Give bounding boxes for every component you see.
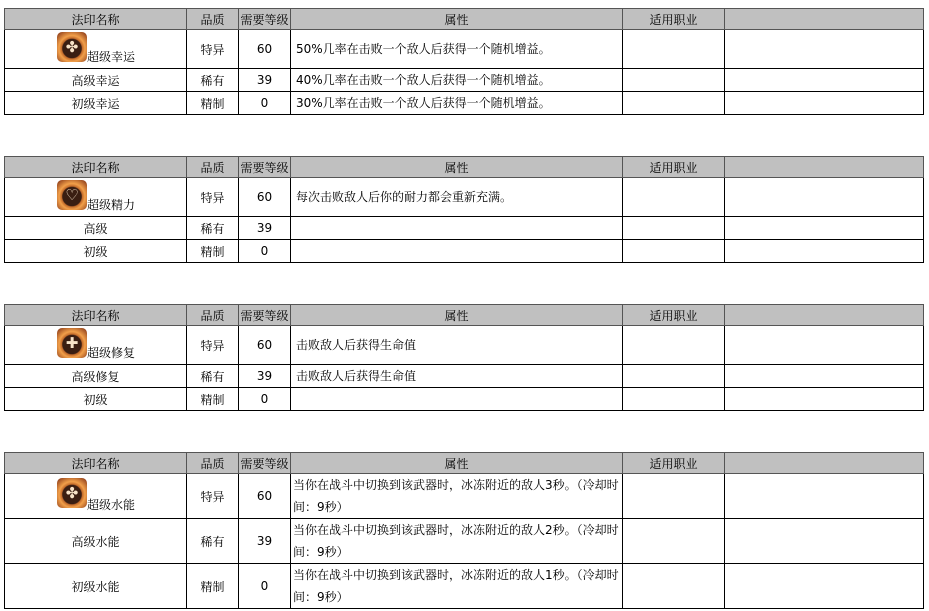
header-extra bbox=[725, 305, 924, 326]
sigil-attribute: 50%几率在击败一个敌人后获得一个随机增益。 bbox=[291, 30, 623, 69]
sigil-name: 超级修复 bbox=[87, 346, 136, 360]
sigil-quality: 稀有 bbox=[187, 69, 239, 92]
sigil-name-cell bbox=[5, 326, 187, 365]
sigil-quality: 精制 bbox=[187, 92, 239, 115]
sigil-profession bbox=[623, 30, 725, 69]
table-row bbox=[5, 240, 924, 263]
header-quality: 品质 bbox=[187, 9, 239, 30]
sigil-extra bbox=[725, 92, 924, 115]
sigil-table-luck bbox=[4, 8, 924, 115]
table-row bbox=[5, 474, 924, 519]
sigil-attribute: 当你在战斗中切换到该武器时，冰冻附近的敌人3秒。（冷却时间：9秒） bbox=[291, 474, 623, 519]
sigil-attribute: 当你在战斗中切换到该武器时，冰冻附近的敌人1秒。（冷却时间：9秒） bbox=[291, 564, 623, 609]
sigil-profession bbox=[623, 217, 725, 240]
table-row bbox=[5, 564, 924, 609]
header-level: 需要等级 bbox=[239, 305, 291, 326]
table-header-row bbox=[5, 305, 924, 326]
sigil-name-cell bbox=[5, 474, 187, 519]
sigil-attribute: 击败敌人后获得生命值 bbox=[291, 365, 623, 388]
header-profession: 适用职业 bbox=[623, 9, 725, 30]
header-profession: 适用职业 bbox=[623, 453, 725, 474]
sigil-extra bbox=[725, 474, 924, 519]
sigil-level: 60 bbox=[239, 326, 291, 365]
table-header-row bbox=[5, 9, 924, 30]
sigil-level: 0 bbox=[239, 388, 291, 411]
sigil-extra bbox=[725, 388, 924, 411]
sigil-name: 初级 bbox=[5, 388, 187, 411]
table-header-row bbox=[5, 453, 924, 474]
table-row bbox=[5, 326, 924, 365]
sigil-attribute: 当你在战斗中切换到该武器时，冰冻附近的敌人2秒。（冷却时间：9秒） bbox=[291, 519, 623, 564]
sigil-quality: 精制 bbox=[187, 388, 239, 411]
sigil-attribute: 30%几率在击败一个敌人后获得一个随机增益。 bbox=[291, 92, 623, 115]
header-attribute: 属性 bbox=[291, 157, 623, 178]
header-quality: 品质 bbox=[187, 157, 239, 178]
sigil-name: 高级 bbox=[5, 217, 187, 240]
sigil-level: 39 bbox=[239, 69, 291, 92]
header-name: 法印名称 bbox=[5, 157, 187, 178]
header-extra bbox=[725, 157, 924, 178]
sigil-attribute: 击败敌人后获得生命值 bbox=[291, 326, 623, 365]
sigil-extra bbox=[725, 30, 924, 69]
table-row bbox=[5, 92, 924, 115]
sigil-quality: 稀有 bbox=[187, 519, 239, 564]
droplet-icon: ✤ bbox=[57, 478, 87, 508]
sigil-profession bbox=[623, 388, 725, 411]
sigil-name-cell bbox=[5, 178, 187, 217]
header-quality: 品质 bbox=[187, 305, 239, 326]
header-profession: 适用职业 bbox=[623, 305, 725, 326]
sigil-attribute: 每次击败敌人后你的耐力都会重新充满。 bbox=[291, 178, 623, 217]
sigil-extra bbox=[725, 519, 924, 564]
table-row bbox=[5, 217, 924, 240]
sigil-extra bbox=[725, 178, 924, 217]
sigil-quality: 特异 bbox=[187, 326, 239, 365]
header-name: 法印名称 bbox=[5, 305, 187, 326]
sigil-name: 高级修复 bbox=[5, 365, 187, 388]
sigil-quality: 特异 bbox=[187, 178, 239, 217]
sigil-level: 39 bbox=[239, 217, 291, 240]
sigil-name: 超级幸运 bbox=[87, 50, 136, 64]
sigil-name: 初级水能 bbox=[5, 564, 187, 609]
sigil-level: 39 bbox=[239, 365, 291, 388]
header-attribute: 属性 bbox=[291, 305, 623, 326]
table-row bbox=[5, 69, 924, 92]
sigil-profession bbox=[623, 519, 725, 564]
sigil-name: 初级 bbox=[5, 240, 187, 263]
sigil-table-energy bbox=[4, 156, 924, 263]
sigil-name: 超级水能 bbox=[87, 498, 136, 512]
header-level: 需要等级 bbox=[239, 9, 291, 30]
sigil-level: 60 bbox=[239, 178, 291, 217]
cross-icon: ✚ bbox=[57, 328, 87, 358]
sigil-name: 高级水能 bbox=[5, 519, 187, 564]
sigil-level: 60 bbox=[239, 30, 291, 69]
sigil-profession bbox=[623, 326, 725, 365]
sigil-quality: 精制 bbox=[187, 564, 239, 609]
sigil-table-hydro bbox=[4, 452, 924, 609]
sigil-level: 39 bbox=[239, 519, 291, 564]
sigil-extra bbox=[725, 326, 924, 365]
header-attribute: 属性 bbox=[291, 9, 623, 30]
sigil-name: 高级幸运 bbox=[5, 69, 187, 92]
sigil-quality: 特异 bbox=[187, 30, 239, 69]
sigil-quality: 特异 bbox=[187, 474, 239, 519]
sigil-name: 超级精力 bbox=[87, 198, 136, 212]
sigil-extra bbox=[725, 240, 924, 263]
table-row bbox=[5, 178, 924, 217]
clover-icon: ✤ bbox=[57, 32, 87, 62]
sigil-level: 60 bbox=[239, 474, 291, 519]
header-extra bbox=[725, 9, 924, 30]
sigil-level: 0 bbox=[239, 92, 291, 115]
sigil-name-cell bbox=[5, 30, 187, 69]
sigil-attribute bbox=[291, 217, 623, 240]
sigil-level: 0 bbox=[239, 240, 291, 263]
sigil-attribute: 40%几率在击败一个敌人后获得一个随机增益。 bbox=[291, 69, 623, 92]
table-header-row bbox=[5, 157, 924, 178]
sigil-quality: 稀有 bbox=[187, 217, 239, 240]
sigil-quality: 稀有 bbox=[187, 365, 239, 388]
sigil-extra bbox=[725, 365, 924, 388]
header-level: 需要等级 bbox=[239, 453, 291, 474]
sigil-extra bbox=[725, 217, 924, 240]
header-attribute: 属性 bbox=[291, 453, 623, 474]
sigil-profession bbox=[623, 92, 725, 115]
table-row bbox=[5, 365, 924, 388]
sigil-attribute bbox=[291, 388, 623, 411]
header-name: 法印名称 bbox=[5, 9, 187, 30]
header-profession: 适用职业 bbox=[623, 157, 725, 178]
header-quality: 品质 bbox=[187, 453, 239, 474]
sigil-profession bbox=[623, 69, 725, 92]
header-level: 需要等级 bbox=[239, 157, 291, 178]
sigil-profession bbox=[623, 240, 725, 263]
heart-icon: ♡ bbox=[57, 180, 87, 210]
sigil-extra bbox=[725, 564, 924, 609]
sigil-profession bbox=[623, 178, 725, 217]
table-row bbox=[5, 30, 924, 69]
table-row bbox=[5, 519, 924, 564]
sigil-quality: 精制 bbox=[187, 240, 239, 263]
sigil-extra bbox=[725, 69, 924, 92]
header-extra bbox=[725, 453, 924, 474]
header-name: 法印名称 bbox=[5, 453, 187, 474]
sigil-level: 0 bbox=[239, 564, 291, 609]
sigil-profession bbox=[623, 365, 725, 388]
sigil-name: 初级幸运 bbox=[5, 92, 187, 115]
table-row bbox=[5, 388, 924, 411]
sigil-profession bbox=[623, 564, 725, 609]
sigil-attribute bbox=[291, 240, 623, 263]
sigil-table-repair bbox=[4, 304, 924, 411]
sigil-profession bbox=[623, 474, 725, 519]
